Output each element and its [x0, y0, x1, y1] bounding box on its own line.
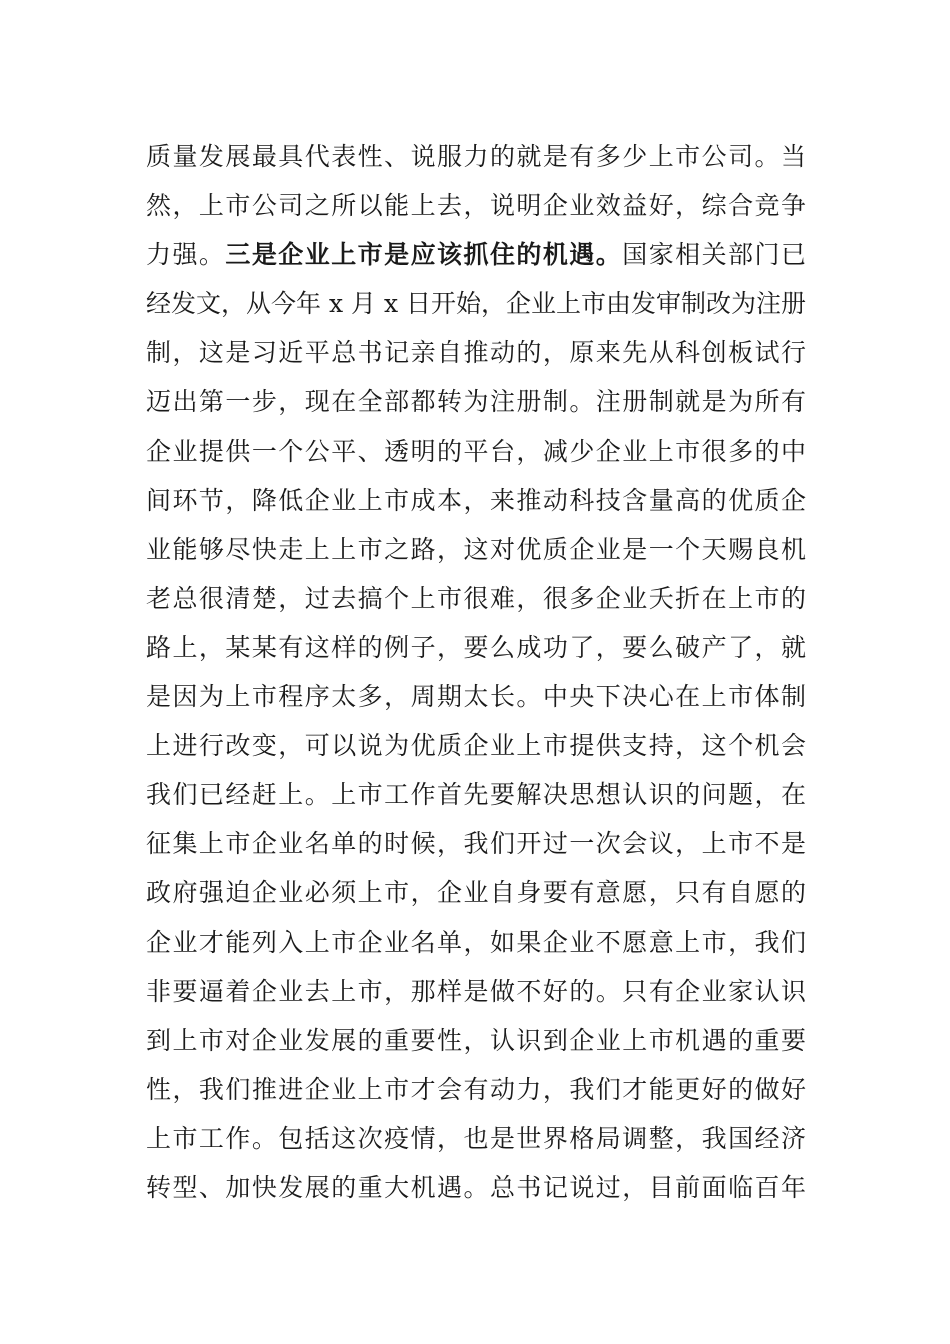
text-line-19: 到上市对企业发展的重要性，认识到企业上市机遇的重要 — [146, 1025, 806, 1055]
text-line-10: 老总很清楚，过去搞个上市很难，很多企业夭折在上市的 — [146, 583, 806, 613]
text-line-3-suffix: 国家相关部门已 — [622, 240, 806, 270]
text-line-1: 质量发展最具代表性、说服力的就是有多少上市公司。当 — [146, 142, 806, 171]
text-line-3-prefix: 力强。 — [146, 240, 226, 270]
text-line-18: 非要逼着企业去上市，那样是做不好的。只有企业家认识 — [146, 976, 806, 1006]
text-line-14: 我们已经赶上。上市工作首先要解决思想认识的问题，在 — [146, 780, 806, 810]
bold-heading-point-three: 三是企业上市是应该抓住的机遇。 — [225, 240, 623, 270]
text-line-15: 征集上市企业名单的时候，我们开过一次会议，上市不是 — [146, 829, 806, 859]
body-text — [146, 132, 806, 1212]
text-line-11: 路上，某某有这样的例子，要么成功了，要么破产了，就 — [146, 632, 806, 662]
text-line-12: 是因为上市程序太多，周期太长。中央下决心在上市体制 — [146, 682, 806, 712]
text-line-17: 企业才能列入上市企业名单，如果企业不愿意上市，我们 — [146, 927, 806, 957]
text-line-7: 企业提供一个公平、透明的平台，减少企业上市很多的中 — [146, 436, 806, 466]
text-line-6: 迈出第一步，现在全部都转为注册制。注册制就是为所有 — [146, 387, 806, 417]
text-line-5: 制，这是习近平总书记亲自推动的，原来先从科创板试行 — [146, 338, 806, 368]
text-line-4: 经发文，从今年 x 月 x 日开始，企业上市由发审制改为注册 — [146, 289, 806, 319]
text-line-13: 上进行改变，可以说为优质企业上市提供支持，这个机会 — [146, 731, 806, 761]
text-line-20: 性，我们推进企业上市才会有动力，我们才能更好的做好 — [146, 1074, 806, 1104]
text-line-21: 上市工作。包括这次疫情，也是世界格局调整，我国经济 — [146, 1123, 806, 1153]
text-line-9: 业能够尽快走上上市之路，这对优质企业是一个天赐良机 — [146, 534, 806, 564]
text-line-2: 然，上市公司之所以能上去，说明企业效益好，综合竞争 — [146, 191, 806, 221]
text-line-16: 政府强迫企业必须上市，企业自身要有意愿，只有自愿的 — [146, 878, 806, 908]
text-line-3 — [146, 230, 806, 279]
text-line-22: 转型、加快发展的重大机遇。总书记说过，目前面临百年 — [146, 1172, 806, 1202]
text-line-8: 间环节，降低企业上市成本，来推动科技含量高的优质企 — [146, 485, 806, 515]
